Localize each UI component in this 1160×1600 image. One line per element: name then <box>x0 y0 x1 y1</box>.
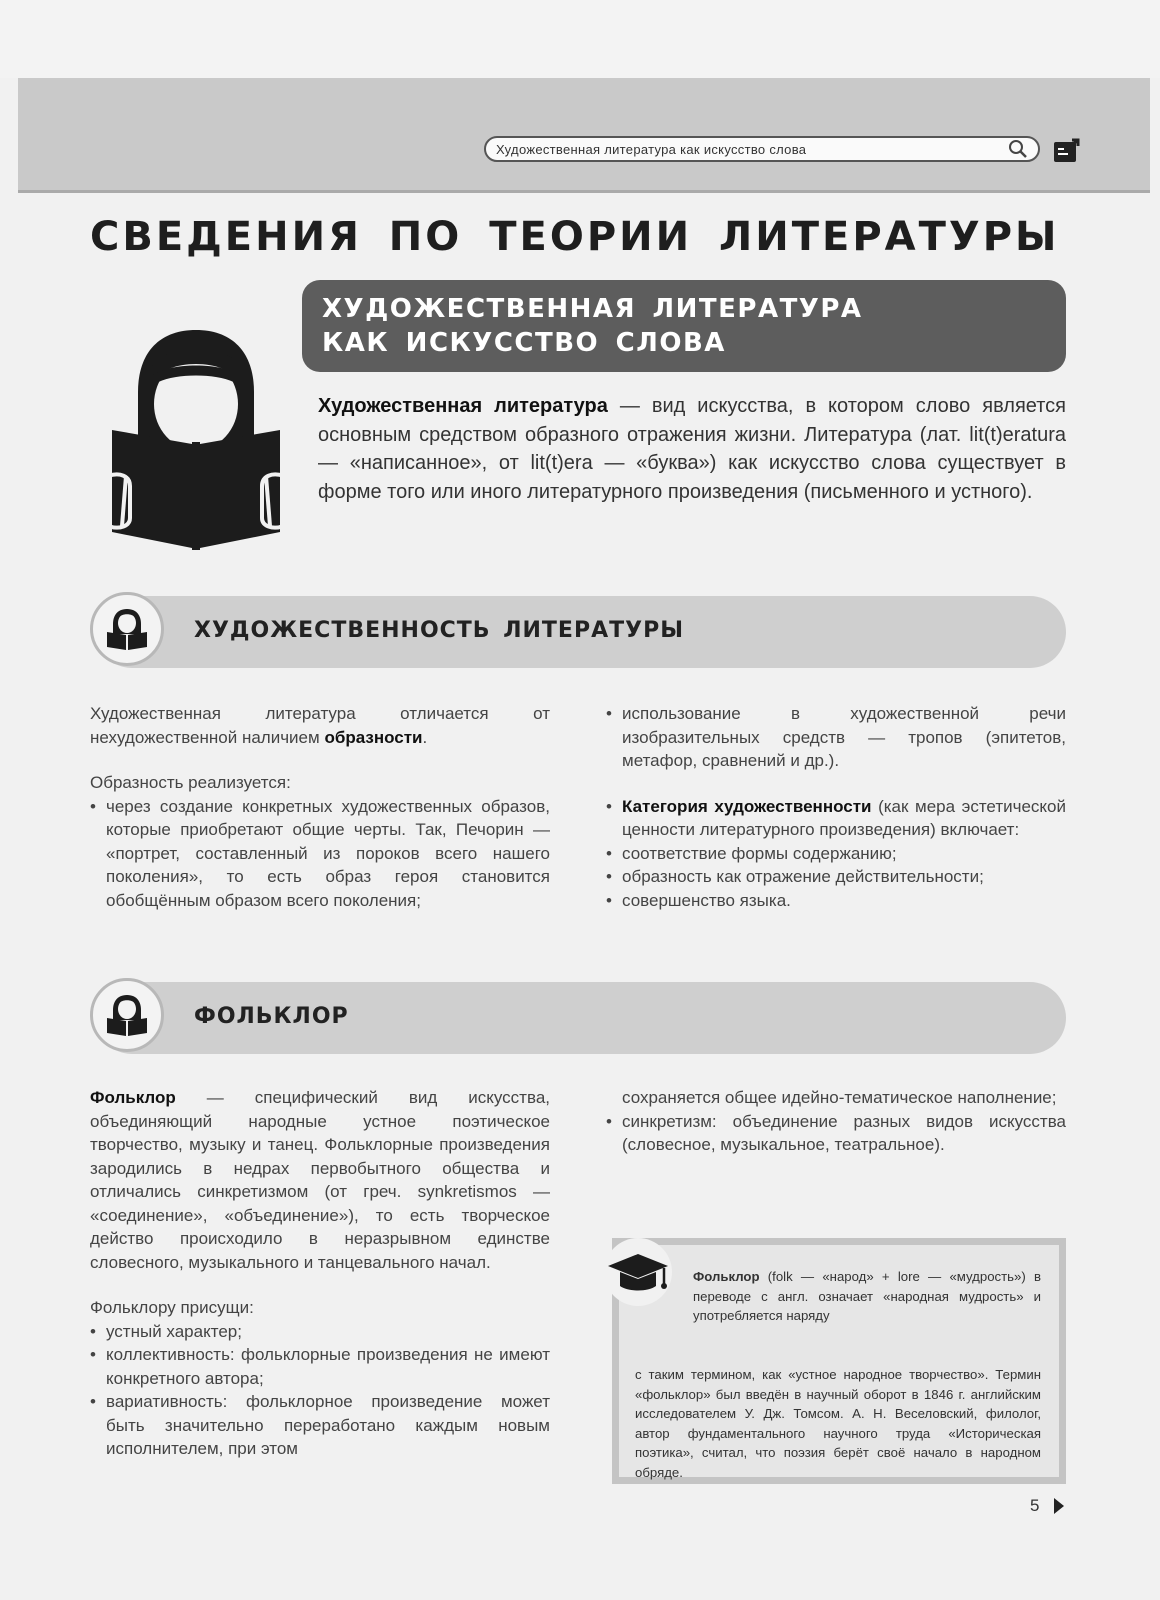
folklore-continuation: сохраняется общее идейно-тематическое наполнение; <box>622 1088 1057 1107</box>
reader-badge-icon <box>90 592 164 666</box>
section-title: ФОЛЬКЛОР <box>194 1004 349 1029</box>
list-item: • вариативность: фольклорное произведение может быть значительно переработано каждым новым исполнителем, при этом <box>90 1390 550 1461</box>
list-item: • использование в художественной речи изобразительных средств — тропов (эпитетов, метафор, сравнений и др.). <box>606 702 1066 773</box>
list-item: • образность как отражение действительности; <box>606 865 1066 889</box>
list-item: • коллективность: фольклорные произведения не имеют конкретного автора; <box>90 1343 550 1390</box>
reader-illustration-icon <box>108 326 284 556</box>
header-band <box>18 78 1150 193</box>
artistry-right-column <box>606 702 1066 912</box>
section-title: ХУДОЖЕСТВЕННОСТЬ ЛИТЕРАТУРЫ <box>194 618 684 643</box>
next-page-arrow-icon[interactable] <box>1054 1498 1064 1514</box>
page-number: 5 <box>1030 1496 1040 1515</box>
intro-paragraph <box>318 392 1066 506</box>
folklore-p1: Фольклор — специфический вид искусства, объединяющий народные устное поэтическое творчество, музыку и танец. Фольклорные произведения зародились в недрах первобытного общества и отличались синкретизмом (от греч. synkretismos — «соединение», «объединение»), то есть творческое действо происходило в неразрывном единстве словесного, музыкального и танцевального начал. <box>90 1088 550 1272</box>
search-text: Художественная литература как искусство слова <box>496 141 807 157</box>
list-item: • через создание конкретных художественных образов, которые приобретают общие черты. Так, Печорин — «портрет, составленный из пороков всего нашего поколения», то есть образ героя становится обобщённым образом всего поколения; <box>90 795 550 913</box>
topic-banner <box>302 280 1066 372</box>
list-item: • синкретизм: объединение разных видов искусства (словесное, музыкальное, театральное). <box>606 1110 1066 1157</box>
folklore-right-column <box>606 1086 1066 1157</box>
intro-definition: — вид искусства, в котором слово является основным средством образного отражения жизни. Литература (лат. lit(t)eratura — «написанное», от lit(t)era — «буква») как искусство слова существует в форме того или иного литературного произведения (письменного и устного). <box>318 395 1066 503</box>
artistry-left-column <box>90 702 550 912</box>
search-icon[interactable] <box>1008 139 1028 159</box>
page-title: СВЕДЕНИЯ ПО ТЕОРИИ ЛИТЕРАТУРЫ <box>90 214 1060 260</box>
folklore-p2: Фольклору присущи: <box>90 1298 254 1317</box>
list-item: • соответствие формы содержанию; <box>606 842 1066 866</box>
topic-banner-line2: КАК ИСКУССТВО СЛОВА <box>322 328 726 358</box>
folklore-info-box <box>612 1238 1066 1484</box>
graduation-cap-icon <box>604 1238 672 1306</box>
section-header-folklore <box>96 982 1066 1054</box>
list-item: • совершенство языка. <box>606 889 1066 913</box>
info-text-bottom: с таким термином, как «устное народное творчество». Термин «фольклор» был введён в научный оборот в 1846 г. английским исследователем У. Дж. Томсом. А. Н. Веселовский, филолог, автор фундаментального научного труда «Историческая поэтика», считал, что поэзия берёт своё начало в народном обряде. <box>635 1367 1041 1480</box>
info-text-top: Фольклор (folk — «народ» + lore — «мудрость») в переводе с англ. означает «народная мудрость» и употребляется наряду <box>693 1269 1041 1324</box>
list-item: • устный характер; <box>90 1320 550 1344</box>
topic-banner-line1: ХУДОЖЕСТВЕННАЯ ЛИТЕРАТУРА <box>322 294 863 324</box>
reader-badge-icon <box>90 978 164 1052</box>
search-box[interactable] <box>484 136 1040 162</box>
intro-term: Художественная литература <box>318 395 608 417</box>
section-header-artistry <box>96 596 1066 668</box>
artistry-p2: Образность реализуется: <box>90 773 291 792</box>
artistry-p1: Художественная литература отличается от нехудожественной наличием образности. <box>90 704 550 747</box>
category-paragraph: • Категория художественности (как мера эстетической ценности литературного произведения) включает: <box>606 795 1066 842</box>
share-icon[interactable] <box>1052 136 1084 164</box>
folklore-left-column <box>90 1086 550 1461</box>
page-top-margin <box>0 0 1160 78</box>
